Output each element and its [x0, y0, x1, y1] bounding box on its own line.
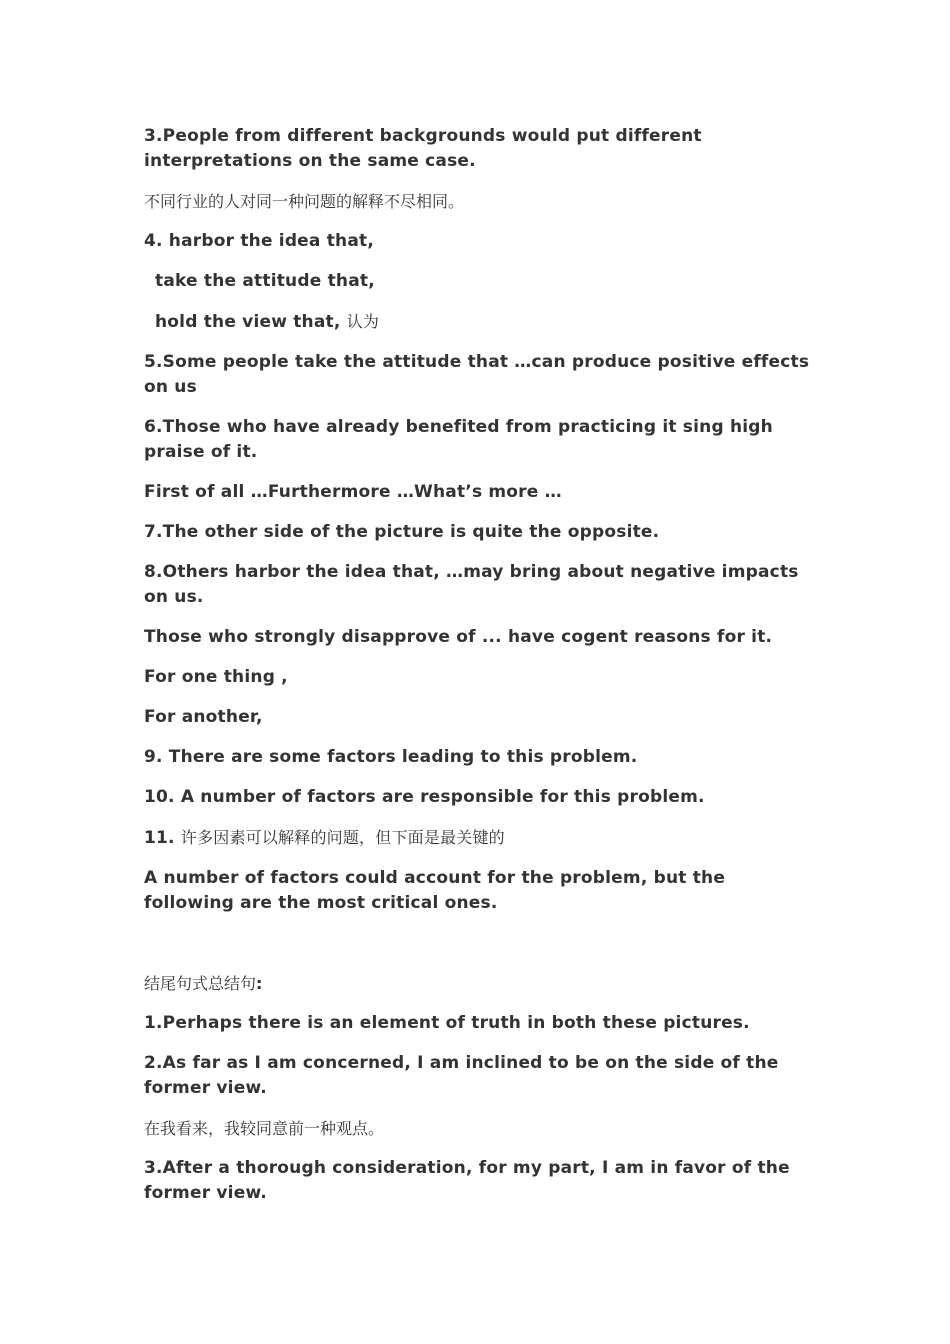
closing-heading-text: 结尾句式总结句 [144, 974, 257, 993]
document-page [144, 124, 814, 1221]
sentence-4-variant-view-cn: 认为 [346, 312, 380, 331]
sentence-10: 10. A number of factors are responsible for this problem. [144, 787, 705, 807]
closing-sentence-2-translation: 在我看来，我较同意前一种观点。 [144, 1119, 385, 1138]
sentence-11-number: 11. [144, 828, 175, 848]
sentence-8-reasons: Those who strongly disapprove of ... have cogent reasons for it. [144, 627, 773, 647]
sentence-5: 5.Some people take the attitude that …can produce positive effects on us [144, 352, 810, 397]
sentence-4-variant-view [144, 309, 814, 335]
sentence-3: 3.People from different backgrounds would put different interpretations on the same case. [144, 126, 702, 171]
sentence-4-variant-view-en: hold the view that, [155, 312, 341, 332]
blank-line [144, 931, 814, 956]
sentence-4: 4. harbor the idea that, [144, 231, 374, 251]
sentence-11 [144, 825, 814, 851]
closing-sentence-2: 2.As far as I am concerned, I am inclined to be on the side of the former view. [144, 1053, 779, 1098]
sentence-8-for-another: For another, [144, 707, 263, 727]
sentence-7: 7.The other side of the picture is quite the opposite. [144, 522, 660, 542]
sentence-6: 6.Those who have already benefited from practicing it sing high praise of it. [144, 417, 773, 462]
sentence-8: 8.Others harbor the idea that, …may bring about negative impacts on us. [144, 562, 799, 607]
sentence-11-cn: 许多因素可以解释的问题，但下面是最关键的 [180, 828, 505, 847]
sentence-6-connectives: First of all …Furthermore …What’s more … [144, 482, 562, 502]
sentence-3-translation: 不同行业的人对同一种问题的解释不尽相同。 [144, 192, 465, 211]
closing-sentence-1: 1.Perhaps there is an element of truth in both these pictures. [144, 1013, 750, 1033]
closing-sentence-3: 3.After a thorough consideration, for my part, I am in favor of the former view. [144, 1158, 790, 1203]
sentence-11-english: A number of factors could account for the problem, but the following are the most critical ones. [144, 868, 726, 913]
sentence-9: 9. There are some factors leading to this problem. [144, 747, 638, 767]
closing-heading [144, 971, 814, 996]
closing-heading-colon: : [256, 974, 263, 993]
sentence-4-variant-attitude: take the attitude that, [155, 271, 375, 291]
sentence-8-for-one-thing: For one thing , [144, 667, 288, 687]
